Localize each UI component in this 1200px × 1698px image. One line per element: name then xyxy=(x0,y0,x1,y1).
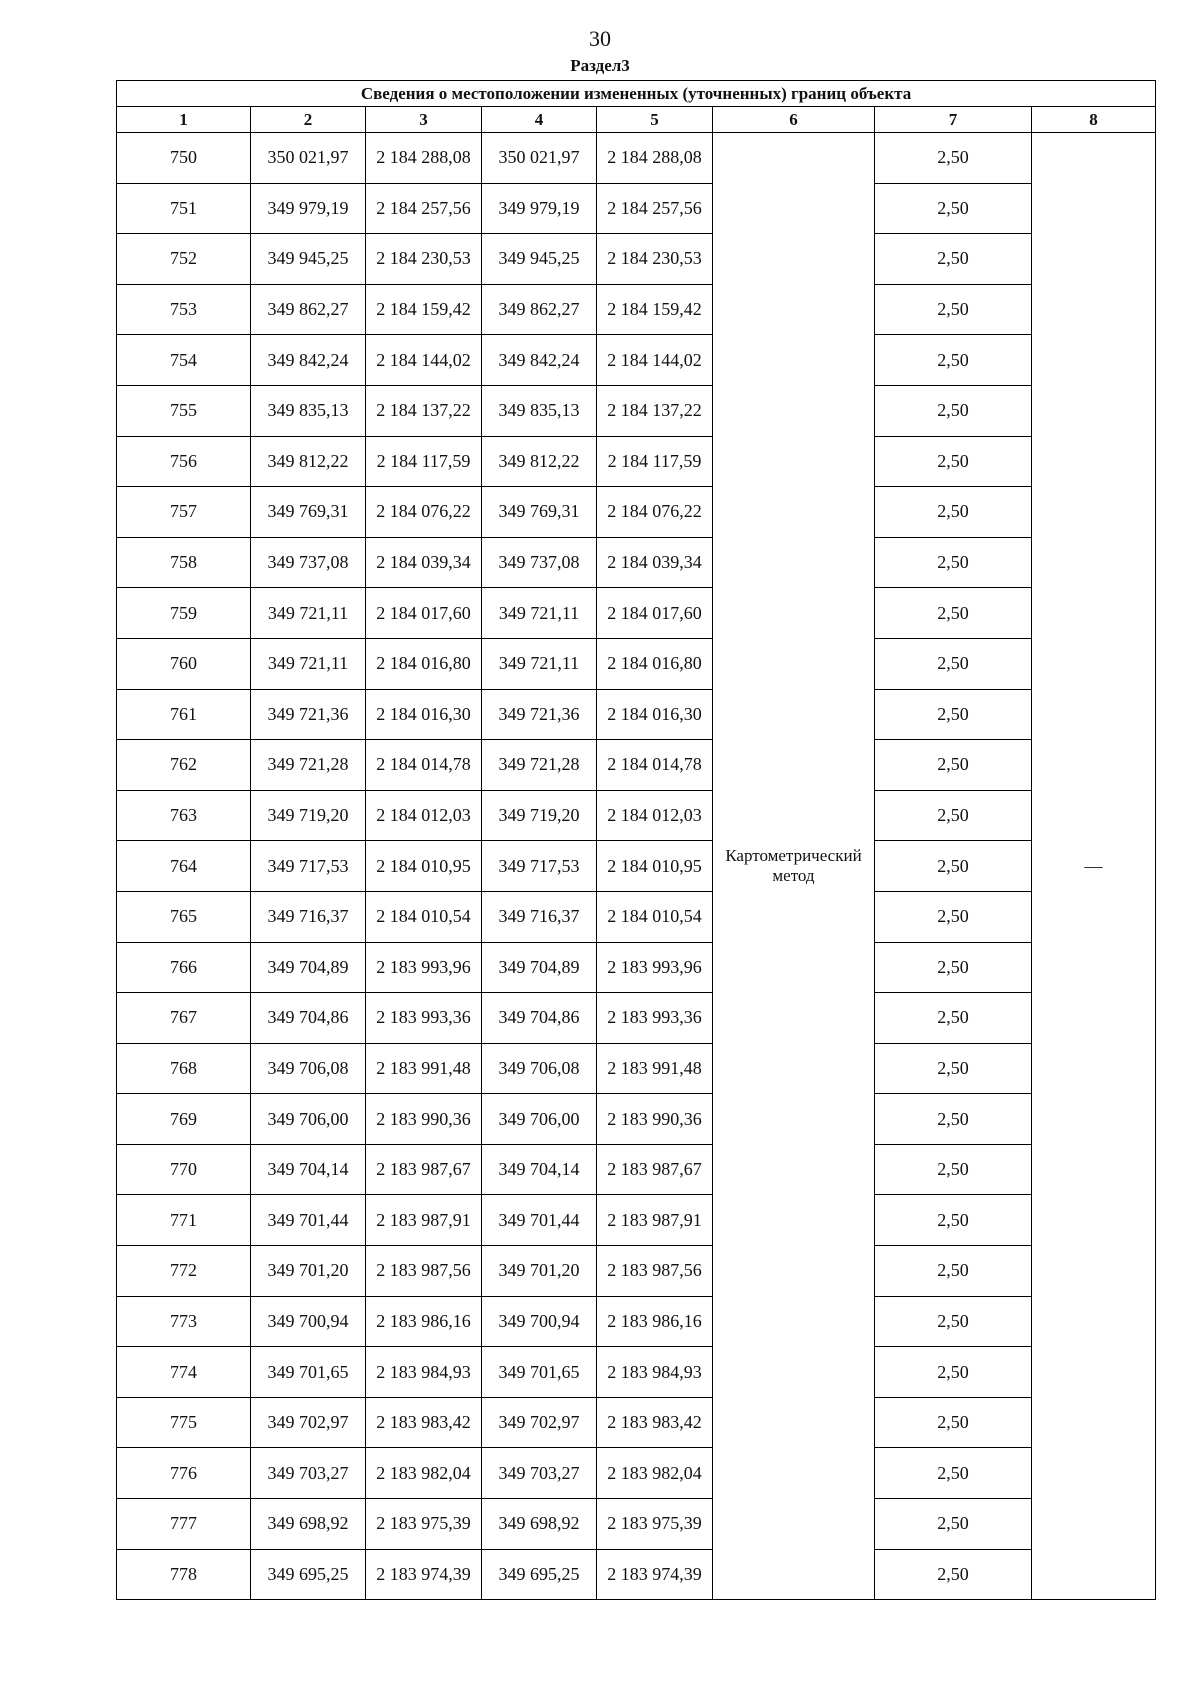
x-existing-cell: 349 716,37 xyxy=(251,891,366,942)
x-refined-cell: 349 717,53 xyxy=(482,841,597,892)
x-existing-cell: 349 835,13 xyxy=(251,385,366,436)
x-existing-cell: 349 701,20 xyxy=(251,1246,366,1297)
accuracy-cell: 2,50 xyxy=(875,1448,1032,1499)
table-row xyxy=(117,1195,1156,1246)
table-row xyxy=(117,436,1156,487)
y-existing-cell: 2 183 975,39 xyxy=(366,1499,482,1550)
y-refined-cell: 2 183 983,42 xyxy=(597,1397,713,1448)
y-existing-cell: 2 184 016,30 xyxy=(366,689,482,740)
x-existing-cell: 349 704,89 xyxy=(251,942,366,993)
y-refined-cell: 2 183 993,96 xyxy=(597,942,713,993)
y-existing-cell: 2 184 039,34 xyxy=(366,537,482,588)
x-refined-cell: 349 704,14 xyxy=(482,1144,597,1195)
point-number-cell: 759 xyxy=(117,588,251,639)
accuracy-cell: 2,50 xyxy=(875,1347,1032,1398)
x-existing-cell: 349 704,86 xyxy=(251,993,366,1044)
table-caption-row xyxy=(117,81,1156,107)
point-number-cell: 767 xyxy=(117,993,251,1044)
table-row xyxy=(117,638,1156,689)
x-refined-cell: 349 700,94 xyxy=(482,1296,597,1347)
y-refined-cell: 2 184 076,22 xyxy=(597,487,713,538)
accuracy-cell: 2,50 xyxy=(875,284,1032,335)
y-existing-cell: 2 184 117,59 xyxy=(366,436,482,487)
y-refined-cell: 2 184 039,34 xyxy=(597,537,713,588)
accuracy-cell: 2,50 xyxy=(875,1549,1032,1600)
y-refined-cell: 2 184 016,80 xyxy=(597,638,713,689)
y-existing-cell: 2 183 993,96 xyxy=(366,942,482,993)
x-existing-cell: 349 721,28 xyxy=(251,740,366,791)
y-existing-cell: 2 183 984,93 xyxy=(366,1347,482,1398)
point-number-cell: 761 xyxy=(117,689,251,740)
x-refined-cell: 349 812,22 xyxy=(482,436,597,487)
accuracy-cell: 2,50 xyxy=(875,740,1032,791)
point-number-cell: 778 xyxy=(117,1549,251,1600)
y-refined-cell: 2 183 975,39 xyxy=(597,1499,713,1550)
y-refined-cell: 2 184 159,42 xyxy=(597,284,713,335)
accuracy-cell: 2,50 xyxy=(875,335,1032,386)
table-row xyxy=(117,841,1156,892)
x-refined-cell: 349 979,19 xyxy=(482,183,597,234)
y-existing-cell: 2 183 982,04 xyxy=(366,1448,482,1499)
y-refined-cell: 2 184 010,54 xyxy=(597,891,713,942)
accuracy-cell: 2,50 xyxy=(875,1043,1032,1094)
x-existing-cell: 349 719,20 xyxy=(251,790,366,841)
table-row xyxy=(117,1043,1156,1094)
point-number-cell: 753 xyxy=(117,284,251,335)
column-8-cell: — xyxy=(1032,133,1156,1600)
point-number-cell: 755 xyxy=(117,385,251,436)
table-row xyxy=(117,942,1156,993)
x-existing-cell: 349 737,08 xyxy=(251,537,366,588)
accuracy-cell: 2,50 xyxy=(875,1144,1032,1195)
table-row xyxy=(117,133,1156,184)
accuracy-cell: 2,50 xyxy=(875,385,1032,436)
accuracy-cell: 2,50 xyxy=(875,588,1032,639)
accuracy-cell: 2,50 xyxy=(875,689,1032,740)
x-existing-cell: 349 698,92 xyxy=(251,1499,366,1550)
point-number-cell: 771 xyxy=(117,1195,251,1246)
x-existing-cell: 349 701,44 xyxy=(251,1195,366,1246)
table-row xyxy=(117,234,1156,285)
y-refined-cell: 2 184 288,08 xyxy=(597,133,713,184)
x-refined-cell: 349 695,25 xyxy=(482,1549,597,1600)
y-existing-cell: 2 184 017,60 xyxy=(366,588,482,639)
x-existing-cell: 349 945,25 xyxy=(251,234,366,285)
y-refined-cell: 2 184 117,59 xyxy=(597,436,713,487)
y-existing-cell: 2 184 144,02 xyxy=(366,335,482,386)
point-number-cell: 776 xyxy=(117,1448,251,1499)
x-refined-cell: 349 701,20 xyxy=(482,1246,597,1297)
x-existing-cell: 349 717,53 xyxy=(251,841,366,892)
accuracy-cell: 2,50 xyxy=(875,1094,1032,1145)
x-existing-cell: 349 721,36 xyxy=(251,689,366,740)
accuracy-cell: 2,50 xyxy=(875,1499,1032,1550)
column-number-4: 4 xyxy=(482,107,597,133)
column-number-row xyxy=(117,107,1156,133)
x-refined-cell: 349 737,08 xyxy=(482,537,597,588)
x-refined-cell: 349 701,44 xyxy=(482,1195,597,1246)
y-existing-cell: 2 183 987,91 xyxy=(366,1195,482,1246)
column-number-2: 2 xyxy=(251,107,366,133)
point-number-cell: 775 xyxy=(117,1397,251,1448)
table-row xyxy=(117,588,1156,639)
x-existing-cell: 349 862,27 xyxy=(251,284,366,335)
point-number-cell: 765 xyxy=(117,891,251,942)
y-refined-cell: 2 183 986,16 xyxy=(597,1296,713,1347)
column-number-3: 3 xyxy=(366,107,482,133)
table-row xyxy=(117,1499,1156,1550)
y-existing-cell: 2 184 159,42 xyxy=(366,284,482,335)
y-existing-cell: 2 184 016,80 xyxy=(366,638,482,689)
table-row xyxy=(117,993,1156,1044)
y-existing-cell: 2 184 230,53 xyxy=(366,234,482,285)
y-existing-cell: 2 184 257,56 xyxy=(366,183,482,234)
x-existing-cell: 349 721,11 xyxy=(251,588,366,639)
table-row xyxy=(117,284,1156,335)
table-row xyxy=(117,1094,1156,1145)
y-existing-cell: 2 183 987,56 xyxy=(366,1246,482,1297)
y-existing-cell: 2 183 993,36 xyxy=(366,993,482,1044)
point-number-cell: 756 xyxy=(117,436,251,487)
accuracy-cell: 2,50 xyxy=(875,1296,1032,1347)
table-row xyxy=(117,537,1156,588)
accuracy-cell: 2,50 xyxy=(875,1397,1032,1448)
y-refined-cell: 2 184 012,03 xyxy=(597,790,713,841)
y-refined-cell: 2 183 993,36 xyxy=(597,993,713,1044)
y-existing-cell: 2 183 974,39 xyxy=(366,1549,482,1600)
point-number-cell: 752 xyxy=(117,234,251,285)
point-number-cell: 762 xyxy=(117,740,251,791)
x-existing-cell: 350 021,97 xyxy=(251,133,366,184)
table-row xyxy=(117,891,1156,942)
column-number-6: 6 xyxy=(713,107,875,133)
x-refined-cell: 349 702,97 xyxy=(482,1397,597,1448)
accuracy-cell: 2,50 xyxy=(875,790,1032,841)
x-refined-cell: 349 842,24 xyxy=(482,335,597,386)
y-refined-cell: 2 184 016,30 xyxy=(597,689,713,740)
point-number-cell: 758 xyxy=(117,537,251,588)
table-row xyxy=(117,740,1156,791)
y-refined-cell: 2 184 257,56 xyxy=(597,183,713,234)
accuracy-cell: 2,50 xyxy=(875,942,1032,993)
accuracy-cell: 2,50 xyxy=(875,487,1032,538)
point-number-cell: 768 xyxy=(117,1043,251,1094)
x-refined-cell: 349 704,86 xyxy=(482,993,597,1044)
x-refined-cell: 349 698,92 xyxy=(482,1499,597,1550)
point-number-cell: 770 xyxy=(117,1144,251,1195)
x-existing-cell: 349 704,14 xyxy=(251,1144,366,1195)
x-refined-cell: 349 721,36 xyxy=(482,689,597,740)
y-refined-cell: 2 183 987,67 xyxy=(597,1144,713,1195)
y-refined-cell: 2 184 014,78 xyxy=(597,740,713,791)
column-number-5: 5 xyxy=(597,107,713,133)
x-refined-cell: 349 721,11 xyxy=(482,638,597,689)
accuracy-cell: 2,50 xyxy=(875,436,1032,487)
accuracy-cell: 2,50 xyxy=(875,1195,1032,1246)
x-refined-cell: 349 706,08 xyxy=(482,1043,597,1094)
table-caption: Сведения о местоположении измененных (уточненных) границ объекта xyxy=(117,81,1156,107)
x-refined-cell: 350 021,97 xyxy=(482,133,597,184)
y-refined-cell: 2 183 990,36 xyxy=(597,1094,713,1145)
y-refined-cell: 2 184 017,60 xyxy=(597,588,713,639)
x-existing-cell: 349 695,25 xyxy=(251,1549,366,1600)
y-existing-cell: 2 183 983,42 xyxy=(366,1397,482,1448)
y-refined-cell: 2 183 987,56 xyxy=(597,1246,713,1297)
x-existing-cell: 349 700,94 xyxy=(251,1296,366,1347)
y-refined-cell: 2 184 137,22 xyxy=(597,385,713,436)
x-refined-cell: 349 719,20 xyxy=(482,790,597,841)
table-row xyxy=(117,1144,1156,1195)
accuracy-cell: 2,50 xyxy=(875,234,1032,285)
accuracy-cell: 2,50 xyxy=(875,133,1032,184)
y-refined-cell: 2 183 984,93 xyxy=(597,1347,713,1398)
y-existing-cell: 2 183 986,16 xyxy=(366,1296,482,1347)
table-row xyxy=(117,183,1156,234)
x-existing-cell: 349 979,19 xyxy=(251,183,366,234)
column-number-8: 8 xyxy=(1032,107,1156,133)
point-number-cell: 750 xyxy=(117,133,251,184)
point-number-cell: 754 xyxy=(117,335,251,386)
y-existing-cell: 2 184 010,54 xyxy=(366,891,482,942)
point-number-cell: 757 xyxy=(117,487,251,538)
accuracy-cell: 2,50 xyxy=(875,183,1032,234)
x-refined-cell: 349 835,13 xyxy=(482,385,597,436)
x-existing-cell: 349 706,00 xyxy=(251,1094,366,1145)
table-row xyxy=(117,689,1156,740)
x-existing-cell: 349 702,97 xyxy=(251,1397,366,1448)
point-number-cell: 774 xyxy=(117,1347,251,1398)
point-number-cell: 760 xyxy=(117,638,251,689)
x-refined-cell: 349 862,27 xyxy=(482,284,597,335)
point-number-cell: 751 xyxy=(117,183,251,234)
x-existing-cell: 349 812,22 xyxy=(251,436,366,487)
y-refined-cell: 2 183 991,48 xyxy=(597,1043,713,1094)
method-cell: Картометрический метод xyxy=(713,133,875,1600)
x-existing-cell: 349 721,11 xyxy=(251,638,366,689)
accuracy-cell: 2,50 xyxy=(875,537,1032,588)
table-row xyxy=(117,1549,1156,1600)
point-number-cell: 766 xyxy=(117,942,251,993)
table-body xyxy=(117,133,1156,1600)
x-existing-cell: 349 701,65 xyxy=(251,1347,366,1398)
table-row xyxy=(117,1296,1156,1347)
table-row xyxy=(117,335,1156,386)
page-number: 30 xyxy=(589,26,611,51)
y-refined-cell: 2 184 230,53 xyxy=(597,234,713,285)
accuracy-cell: 2,50 xyxy=(875,891,1032,942)
x-refined-cell: 349 721,28 xyxy=(482,740,597,791)
x-refined-cell: 349 716,37 xyxy=(482,891,597,942)
y-existing-cell: 2 184 010,95 xyxy=(366,841,482,892)
y-existing-cell: 2 183 990,36 xyxy=(366,1094,482,1145)
x-refined-cell: 349 703,27 xyxy=(482,1448,597,1499)
y-refined-cell: 2 184 144,02 xyxy=(597,335,713,386)
y-refined-cell: 2 184 010,95 xyxy=(597,841,713,892)
x-refined-cell: 349 945,25 xyxy=(482,234,597,285)
x-refined-cell: 349 701,65 xyxy=(482,1347,597,1398)
column-number-7: 7 xyxy=(875,107,1032,133)
x-refined-cell: 349 706,00 xyxy=(482,1094,597,1145)
y-existing-cell: 2 184 076,22 xyxy=(366,487,482,538)
point-number-cell: 772 xyxy=(117,1246,251,1297)
y-refined-cell: 2 183 982,04 xyxy=(597,1448,713,1499)
x-existing-cell: 349 706,08 xyxy=(251,1043,366,1094)
table-row xyxy=(117,1397,1156,1448)
accuracy-cell: 2,50 xyxy=(875,993,1032,1044)
point-number-cell: 763 xyxy=(117,790,251,841)
x-refined-cell: 349 721,11 xyxy=(482,588,597,639)
y-existing-cell: 2 184 137,22 xyxy=(366,385,482,436)
column-number-1: 1 xyxy=(117,107,251,133)
point-number-cell: 777 xyxy=(117,1499,251,1550)
accuracy-cell: 2,50 xyxy=(875,638,1032,689)
x-existing-cell: 349 703,27 xyxy=(251,1448,366,1499)
boundary-coordinates-table xyxy=(116,80,1156,1600)
table-row xyxy=(117,790,1156,841)
x-existing-cell: 349 842,24 xyxy=(251,335,366,386)
section-title: Раздел3 xyxy=(570,56,630,75)
y-existing-cell: 2 184 014,78 xyxy=(366,740,482,791)
x-existing-cell: 349 769,31 xyxy=(251,487,366,538)
x-refined-cell: 349 704,89 xyxy=(482,942,597,993)
point-number-cell: 769 xyxy=(117,1094,251,1145)
accuracy-cell: 2,50 xyxy=(875,1246,1032,1297)
x-refined-cell: 349 769,31 xyxy=(482,487,597,538)
y-refined-cell: 2 183 974,39 xyxy=(597,1549,713,1600)
y-existing-cell: 2 183 991,48 xyxy=(366,1043,482,1094)
accuracy-cell: 2,50 xyxy=(875,841,1032,892)
y-refined-cell: 2 183 987,91 xyxy=(597,1195,713,1246)
table-row xyxy=(117,487,1156,538)
point-number-cell: 773 xyxy=(117,1296,251,1347)
table-row xyxy=(117,1347,1156,1398)
y-existing-cell: 2 184 012,03 xyxy=(366,790,482,841)
point-number-cell: 764 xyxy=(117,841,251,892)
y-existing-cell: 2 183 987,67 xyxy=(366,1144,482,1195)
table-row xyxy=(117,1246,1156,1297)
table-row xyxy=(117,1448,1156,1499)
table-row xyxy=(117,385,1156,436)
y-existing-cell: 2 184 288,08 xyxy=(366,133,482,184)
